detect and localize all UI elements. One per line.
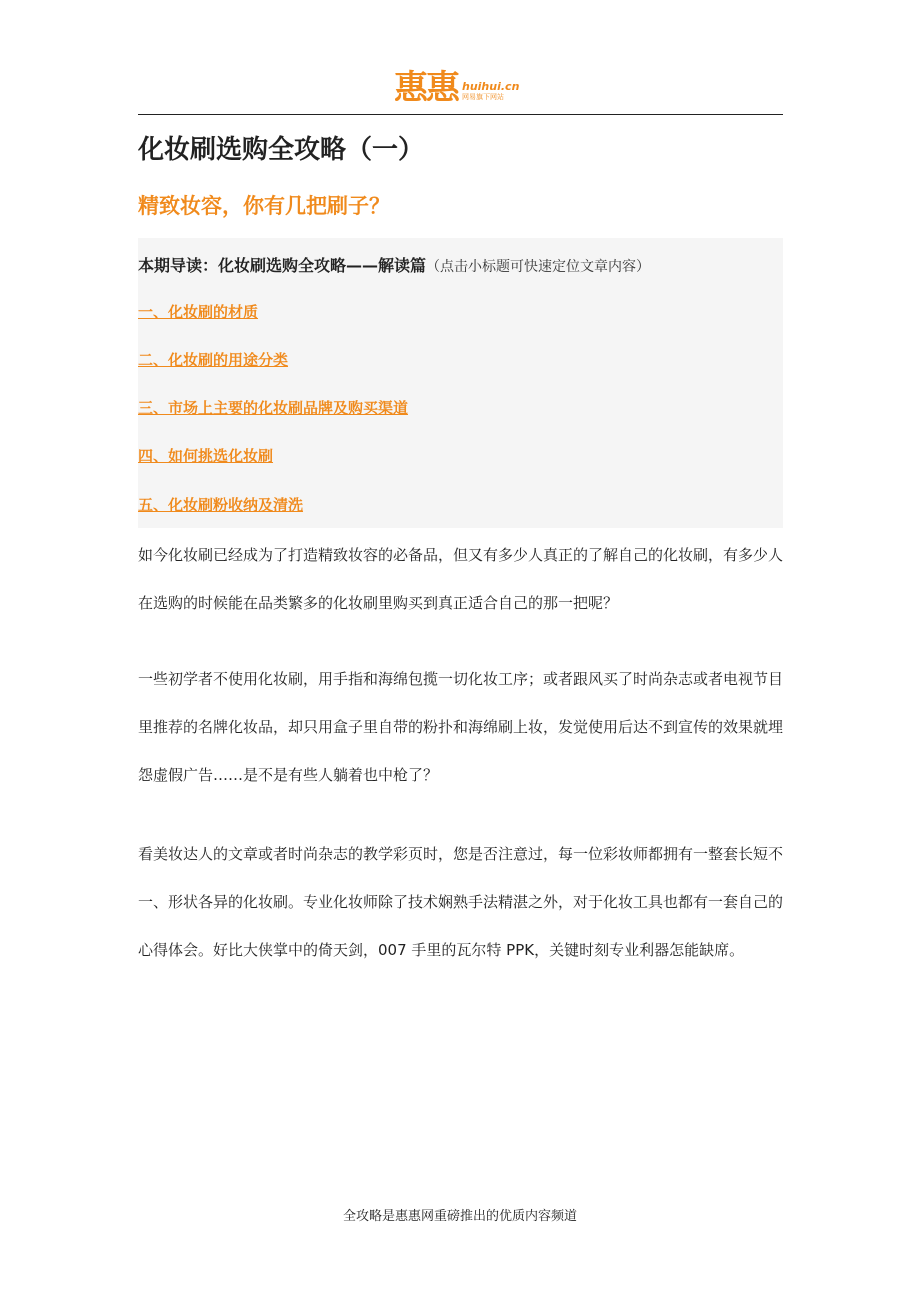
logo-chinese: 惠惠 bbox=[394, 68, 458, 108]
logo-tagline: 网易旗下网站 bbox=[462, 93, 504, 101]
logo-domain: huihui.cn bbox=[462, 80, 520, 93]
toc-link-material[interactable]: 一、化妆刷的材质 bbox=[138, 303, 259, 321]
huihui-logo[interactable] bbox=[394, 66, 519, 108]
paragraph-1: 如今化妆刷已经成为了打造精致妆容的必备品，但又有多少人真正的了解自己的化妆刷，有多少人在选购的时候能在品类繁多的化妆刷里购买到真正适合自己的那一把呢？ bbox=[138, 546, 784, 612]
toc-link-brands[interactable]: 三、市场上主要的化妆刷品牌及购买渠道 bbox=[138, 399, 409, 417]
toc-link-choose[interactable]: 四、如何挑选化妆刷 bbox=[138, 447, 274, 465]
page-footer: 全攻略是惠惠网重磅推出的优质内容频道 bbox=[342, 1209, 577, 1224]
guide-lead-hint: （点击小标题可快速定位文章内容） bbox=[426, 259, 651, 275]
article-title: 化妆刷选购全攻略（一） bbox=[138, 135, 425, 165]
guide-lead-title: 本期导读：化妆刷选购全攻略——解读篇 bbox=[138, 256, 427, 275]
page-header bbox=[138, 60, 783, 115]
article-subtitle: 精致妆容，你有几把刷子？ bbox=[138, 194, 390, 218]
logo-side bbox=[462, 81, 519, 102]
guide-lead bbox=[138, 254, 650, 279]
toc-link-storage[interactable]: 五、化妆刷粉收纳及清洗 bbox=[138, 496, 304, 514]
toc-link-usage[interactable]: 二、化妆刷的用途分类 bbox=[138, 351, 289, 369]
paragraph-2: 一些初学者不使用化妆刷，用手指和海绵包揽一切化妆工序；或者跟风买了时尚杂志或者电视节目里推荐的名牌化妆品，却只用盒子里自带的粉扑和海绵刷上妆，发觉使用后达不到宣传的效果就埋怨虚假广告……是不是有些人躺着也中枪了？ bbox=[138, 670, 784, 784]
paragraph-3: 看美妆达人的文章或者时尚杂志的教学彩页时，您是否注意过，每一位彩妆师都拥有一整套长短不一、形状各异的化妆刷。专业化妆师除了技术娴熟手法精湛之外，对于化妆工具也都有一套自己的心得体会。好比大侠掌中的倚天剑，007 手里的瓦尔特 PPK，关键时刻专业利器怎能缺席。 bbox=[138, 845, 784, 959]
guide-box bbox=[138, 238, 783, 528]
